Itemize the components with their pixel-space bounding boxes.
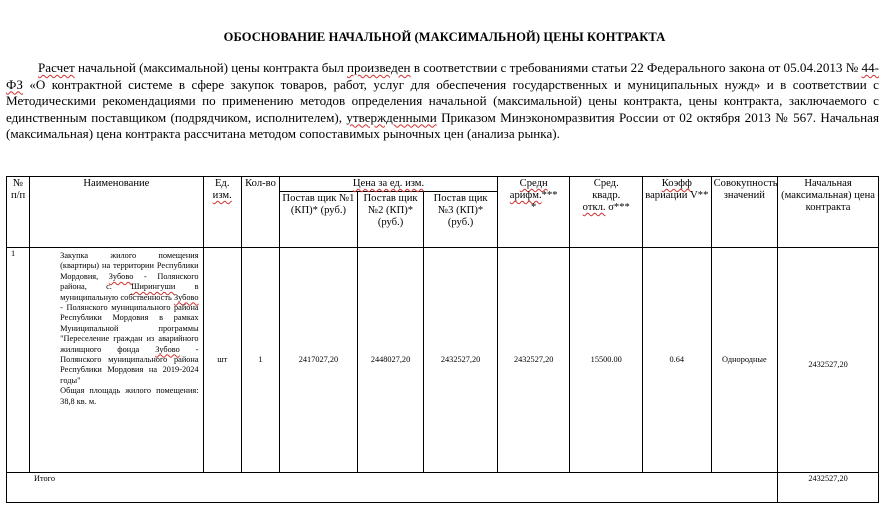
header-avg-a: Средн [519, 178, 548, 189]
header-avg-d: * [531, 202, 537, 213]
intro-text: в соответствии с требованиями статьи 22 Федерального закона от 05.04.2013 № [410, 60, 862, 75]
row-var: 0.64 [643, 248, 712, 473]
header-std-a: Сред. [593, 178, 619, 189]
header-price-group-text: Цена за ед. изм. [352, 178, 425, 189]
total-label: Итого [7, 473, 778, 503]
header-unit-b: изм. [212, 190, 232, 201]
row-name-area: Общая площадь жилого помещения: 38,8 кв. м. [60, 386, 199, 406]
row-avg: 2432527,20 [497, 248, 570, 473]
header-std-b: квадр. [592, 190, 621, 201]
header-supplier-1: Постав щик №1 (КП)* (руб.) [280, 192, 358, 248]
row-name [30, 248, 203, 473]
intro-text: Приказом Минэкономразвития России от 02 октября 2013 № 567. Начальная (максимальная) цена контракта рассчитана методом сопоставимых рыночных цен (анализа рынка). [6, 109, 879, 141]
header-supplier-3: Постав щик №3 (КП)* (руб.) [424, 192, 498, 248]
header-var [643, 177, 712, 248]
intro-text: утвержденными [346, 109, 437, 125]
header-avg-b: арифм. [509, 190, 542, 201]
row-qty: 1 [241, 248, 279, 473]
total-row [7, 473, 879, 503]
intro-text: произведен [347, 60, 411, 75]
row-name-text: - Полянского муниципального района Республики Мордовия в рамках Муниципальной программы "Переселение граждан из аварийного жилищного фонда [60, 303, 199, 354]
intro-text: Расчет [38, 60, 75, 75]
header-name: Наименование [30, 177, 203, 248]
header-avg-c: *** [541, 190, 558, 201]
header-std-d: σ*** [608, 202, 630, 213]
document-title: ОБОСНОВАНИЕ НАЧАЛЬНОЙ (МАКСИМАЛЬНОЙ) ЦЕНЫ КОНТРАКТА [223, 30, 666, 44]
row-supplier-3: 2432527,20 [424, 248, 498, 473]
price-justification-table [6, 176, 879, 503]
header-qty: Кол-во [241, 177, 279, 248]
header-std [570, 177, 643, 248]
intro-text: «О контрактной системе в сфере закупок товаров, работ, услуг для обеспечения государственных и муниципальных нужд» и в соответствии с Методическими рекомендациями по применению методов определения начальной (максимальной) цены контракта, цены контракта, заключаемого с единственным поставщиком (подрядчиком, исполнителем), [6, 76, 879, 125]
row-name-text: в муниципальную собственность [60, 282, 199, 302]
total-value: 2432527,20 [778, 473, 879, 503]
row-std: 15500.00 [570, 248, 643, 473]
row-name-text: Зубово [108, 271, 134, 281]
row-name-text: - Полянского района, с. [60, 271, 199, 292]
row-name-text: Закупка жилого помещения (квартиры) на территории Республики Мордовия, [60, 251, 199, 281]
row-name-text: - Полянского муниципального района Республики Мордовия на 2019-2024 годы" [60, 344, 199, 385]
row-name-text: Зубово [173, 292, 199, 302]
row-num: 1 [7, 248, 30, 473]
header-supplier-2: Постав щик №2 (КП)* (руб.) [357, 192, 424, 248]
row-name-text: Зубово [155, 344, 180, 354]
row-name-text: Ширингуши [131, 282, 176, 292]
intro-paragraph [6, 60, 879, 143]
header-agg: Совокупность значений [711, 177, 778, 248]
header-num: № п/п [7, 177, 30, 248]
header-price-group [280, 177, 498, 192]
row-supplier-2: 2448027,20 [357, 248, 424, 473]
header-std-c: откл. [582, 202, 606, 213]
header-unit [203, 177, 241, 248]
header-unit-a: Ед. [214, 178, 230, 189]
intro-text: 44-ФЗ [6, 60, 879, 92]
header-var-a: Коэфф [661, 178, 692, 189]
row-unit: шт [203, 248, 241, 473]
row-nmck: 2432527,20 [778, 248, 879, 473]
header-nmck: Начальная (максимальная) цена контракта [778, 177, 879, 248]
table-row [7, 248, 879, 473]
row-agg: Однородные [711, 248, 778, 473]
header-avg [497, 177, 570, 248]
header-var-b: вариации V** [645, 190, 709, 201]
intro-text: начальной (максимальной) цены контракта был [74, 60, 348, 75]
row-supplier-1: 2417027,20 [280, 248, 358, 473]
